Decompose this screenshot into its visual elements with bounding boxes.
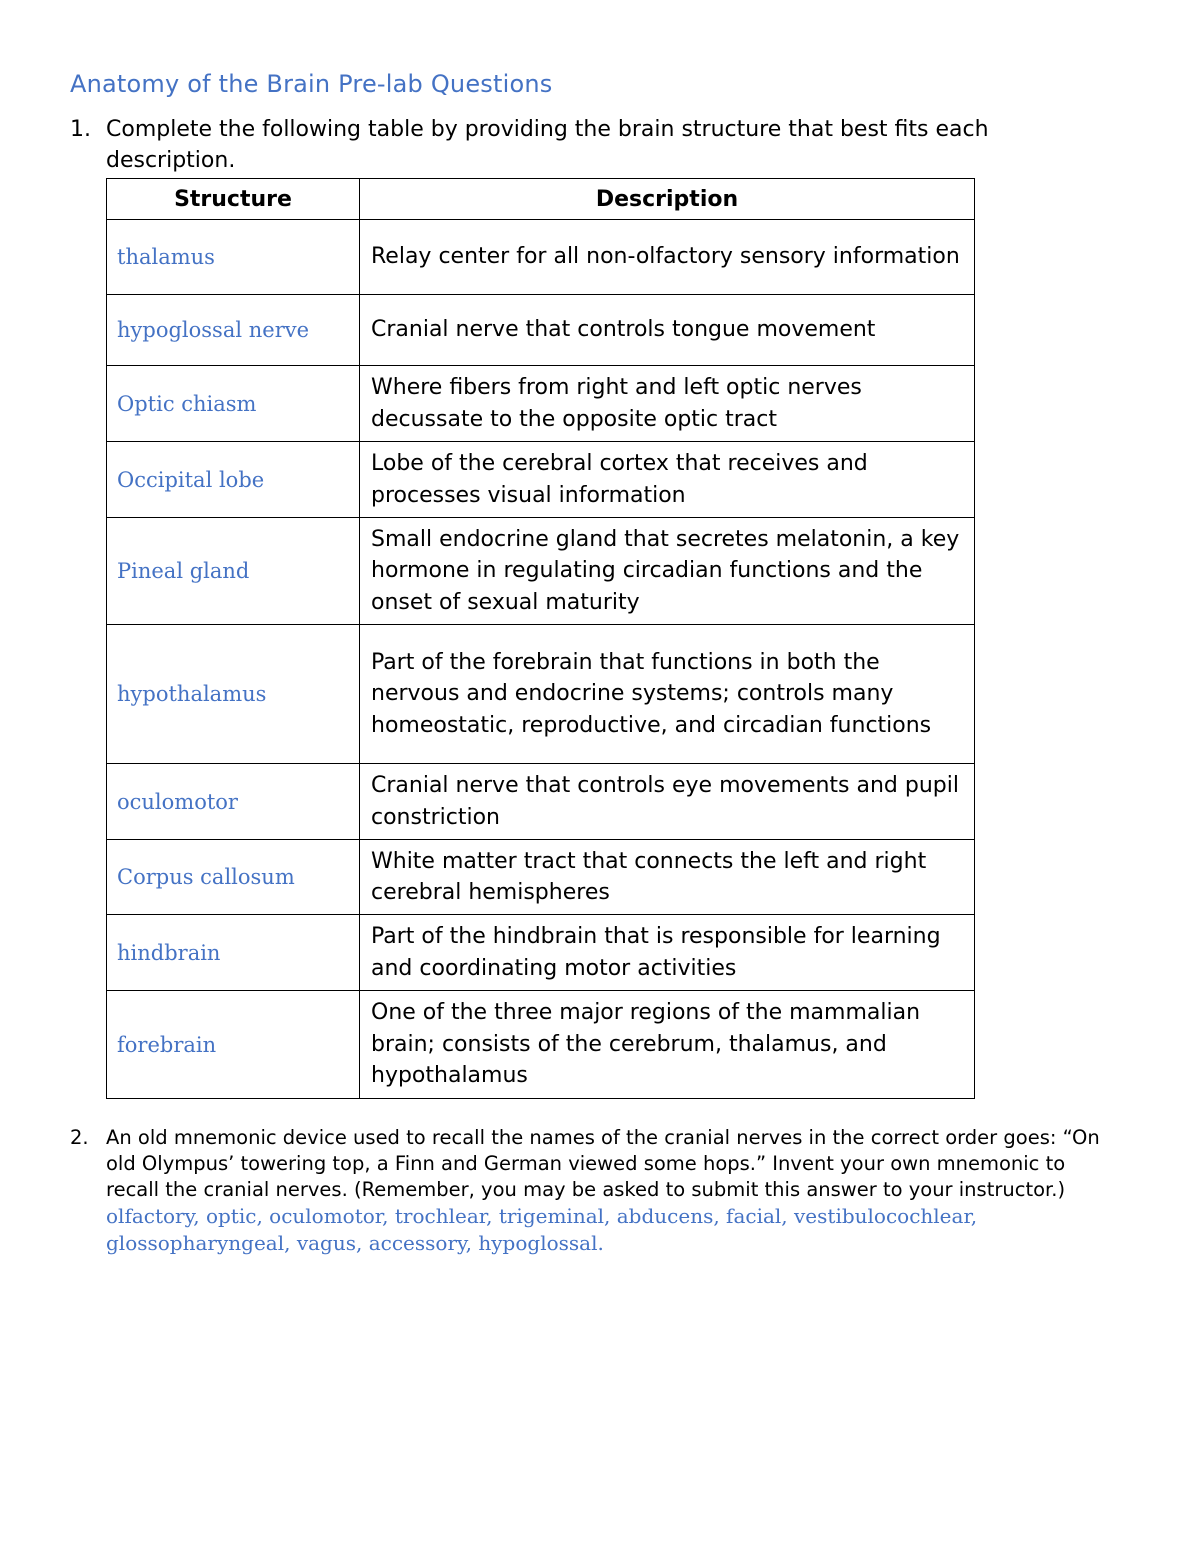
description-cell: Small endocrine gland that secretes melatonin, a key hormone in regulating circadian functions and the onset of sexual maturity — [360, 518, 975, 625]
page-title: Anatomy of the Brain Pre-lab Questions — [70, 70, 553, 98]
question-1-number: 1. — [70, 117, 91, 142]
table-row — [107, 295, 975, 366]
question-2-answer[interactable]: olfactory, optic, oculomotor, trochlear, trigeminal, abducens, facial, vestibulocochlear, glossopharyngeal, vagus, accessory, hypoglossal. — [106, 1204, 978, 1255]
structure-answer-cell[interactable]: Pineal gland — [107, 518, 360, 625]
structure-answer-cell[interactable]: hindbrain — [107, 915, 360, 991]
structure-answer-cell[interactable]: Optic chiasm — [107, 366, 360, 442]
description-cell: Relay center for all non-olfactory sensory information — [360, 220, 975, 295]
question-1 — [70, 114, 1070, 176]
table-row — [107, 991, 975, 1099]
header-structure: Structure — [107, 179, 360, 220]
structure-answer-cell[interactable]: hypothalamus — [107, 625, 360, 764]
description-cell: Part of the forebrain that functions in both the nervous and endocrine systems; controls many homeostatic, reproductive, and circadian functions — [360, 625, 975, 764]
table-row — [107, 915, 975, 991]
table-row — [107, 625, 975, 764]
structure-answer-cell[interactable]: oculomotor — [107, 764, 360, 840]
table-row — [107, 764, 975, 840]
structure-answer-cell[interactable]: Occipital lobe — [107, 442, 360, 518]
header-description: Description — [360, 179, 975, 220]
table-row — [107, 518, 975, 625]
description-cell: Cranial nerve that controls eye movements and pupil constriction — [360, 764, 975, 840]
question-2-text: An old mnemonic device used to recall the names of the cranial nerves in the correct order goes: “On old Olympus’ towering top, a Finn and German viewed some hops.” Invent your own mnemonic to recall the cranial nerves. (Remember, you may be asked to submit this answer to your instructor.) — [106, 1126, 1100, 1201]
table-row — [107, 220, 975, 295]
description-cell: Where fibers from right and left optic nerves decussate to the opposite optic tract — [360, 366, 975, 442]
question-1-text: Complete the following table by providing the brain structure that best fits each description. — [106, 117, 989, 173]
description-cell: One of the three major regions of the mammalian brain; consists of the cerebrum, thalamus, and hypothalamus — [360, 991, 975, 1099]
question-2 — [70, 1125, 1100, 1257]
structure-answer-cell[interactable]: forebrain — [107, 991, 360, 1099]
question-2-body — [106, 1125, 1100, 1257]
table-row — [107, 840, 975, 915]
table-row — [107, 366, 975, 442]
question-2-number: 2. — [70, 1126, 89, 1149]
description-cell: Lobe of the cerebral cortex that receives and processes visual information — [360, 442, 975, 518]
description-cell: White matter tract that connects the left and right cerebral hemispheres — [360, 840, 975, 915]
structure-answer-cell[interactable]: Corpus callosum — [107, 840, 360, 915]
description-cell: Cranial nerve that controls tongue movement — [360, 295, 975, 366]
structure-answer-cell[interactable]: hypoglossal nerve — [107, 295, 360, 366]
description-cell: Part of the hindbrain that is responsible for learning and coordinating motor activities — [360, 915, 975, 991]
table-header-row — [107, 179, 975, 220]
structure-answer-cell[interactable]: thalamus — [107, 220, 360, 295]
brain-structure-table — [106, 178, 975, 1099]
table-row — [107, 442, 975, 518]
